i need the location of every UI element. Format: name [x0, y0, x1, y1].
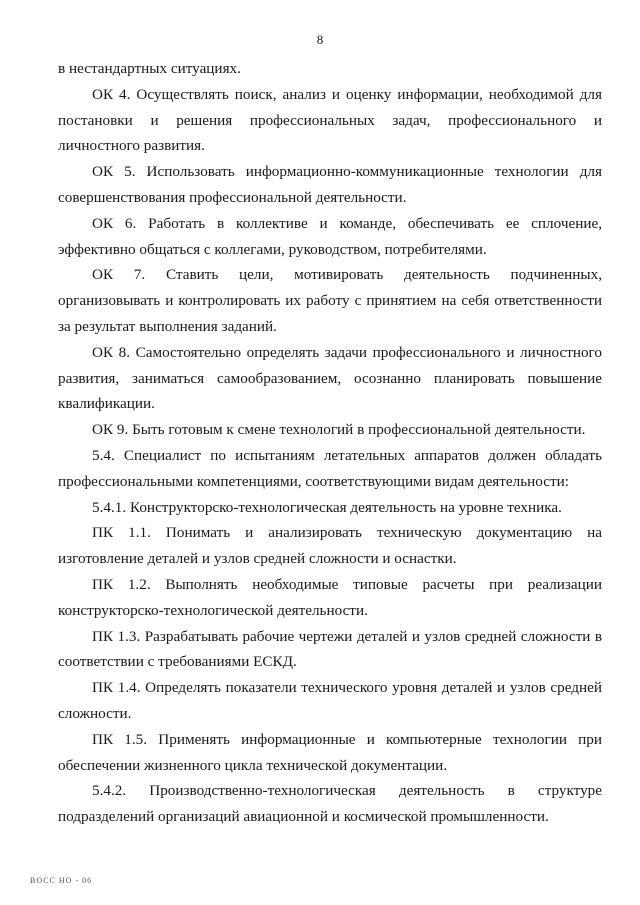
- paragraph-pk1-1: ПК 1.1. Понимать и анализировать техническую документацию на изготовление деталей и узлов средней сложности и оснастки.: [58, 524, 602, 568]
- page-number: 8: [316, 32, 324, 47]
- paragraph-ok8: ОК 8. Самостоятельно определять задачи профессионального и личностного развития, заниматься самообразованием, осознанно планировать повышение квалификации.: [58, 343, 602, 413]
- document-body: [58, 56, 602, 830]
- paragraph-5-4-2: 5.4.2. Производственно-технологическая деятельность в структуре подразделений организаций авиационной и космической промышленности.: [58, 782, 602, 826]
- paragraph-ok6: ОК 6. Работать в коллективе и команде, обеспечивать ее сплочение, эффективно общаться с коллегами, руководством, потребителями.: [58, 214, 602, 258]
- paragraph-ok7: ОК 7. Ставить цели, мотивировать деятельность подчиненных, организовывать и контролировать их работу с принятием на себя ответственности за результат выполнения заданий.: [58, 266, 602, 335]
- footer-mark: ВОСС НО - 06: [30, 876, 93, 885]
- paragraph-continuation: в нестандартных ситуациях.: [58, 60, 241, 77]
- paragraph-pk1-4: ПК 1.4. Определять показатели технического уровня деталей и узлов средней сложности.: [58, 679, 602, 722]
- paragraph-5-4-1: 5.4.1. Конструкторско-технологическая деятельность на уровне техника.: [92, 498, 562, 516]
- paragraph-pk1-3: ПК 1.3. Разрабатывать рабочие чертежи деталей и узлов средней сложности в соответствии с требованиями ЕСКД.: [58, 627, 602, 671]
- paragraph-ok4: ОК 4. Осуществлять поиск, анализ и оценку информации, необходимой для постановки и решения профессиональных задач, профессионального и личностного развития.: [58, 85, 602, 155]
- paragraph-ok5: ОК 5. Использовать информационно-коммуникационные технологии для совершенствования профессиональной деятельности.: [58, 163, 602, 206]
- paragraph-pk1-5: ПК 1.5. Применять информационные и компьютерные технологии при обеспечении жизненного цикла технической документации.: [58, 730, 602, 774]
- paragraph-pk1-2: ПК 1.2. Выполнять необходимые типовые расчеты при реализации конструкторско-технологической деятельности.: [58, 575, 602, 619]
- paragraph-ok9: ОК 9. Быть готовым к смене технологий в профессиональной деятельности.: [92, 421, 586, 439]
- paragraph-5-4: 5.4. Специалист по испытаниям летательных аппаратов должен обладать профессиональными компетенциями, соответствующими видам деятельности:: [58, 446, 602, 490]
